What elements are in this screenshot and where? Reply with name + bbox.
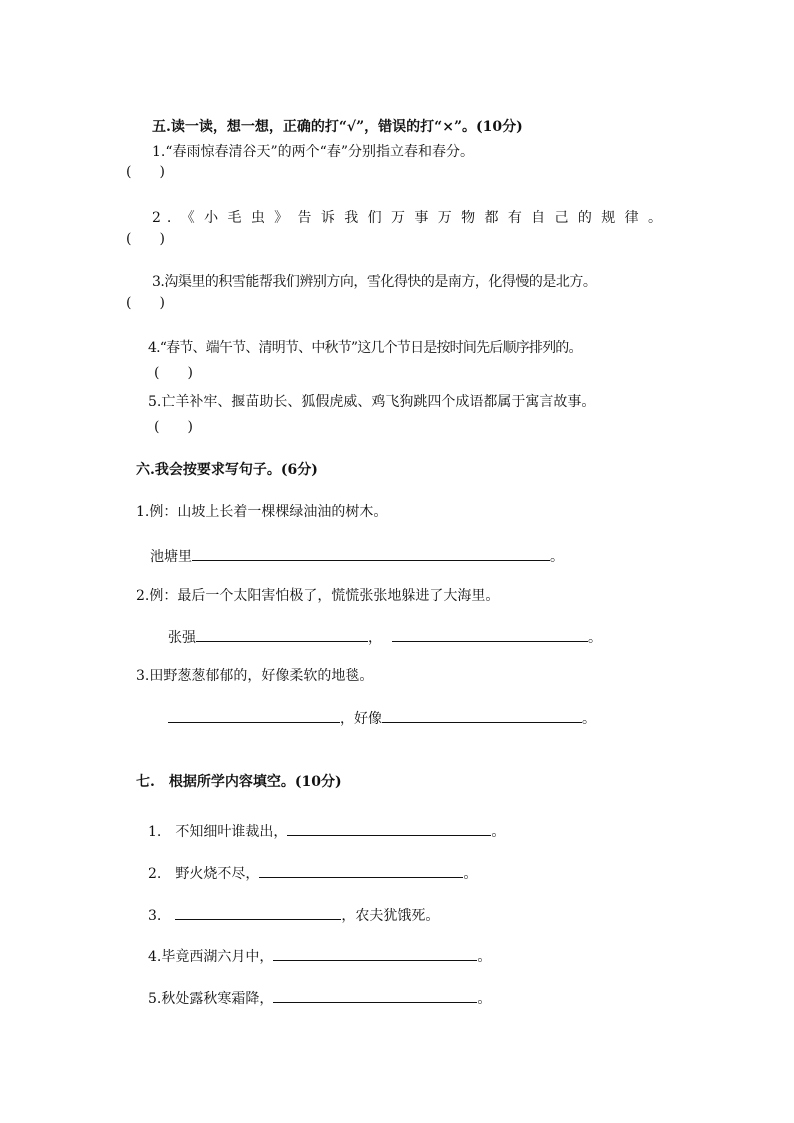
item-number: 5. — [148, 991, 162, 1007]
section7-item-3 — [148, 905, 439, 925]
section7-item-1 — [148, 821, 505, 841]
section7-item-5 — [148, 988, 491, 1008]
item-before: 野火烧不尽， — [175, 866, 260, 882]
section6-prompt-2: 2.例：最后一个太阳害怕极了，慌慌张张地躲进了大海里。 — [136, 588, 500, 604]
answer-end: 。 — [550, 549, 564, 565]
answer-mid: ，好像 — [340, 711, 382, 727]
item-before: 不知细叶谁裁出， — [175, 824, 288, 840]
answer-mid: ， — [368, 630, 382, 646]
section7-title: 七. 根据所学内容填空。(10分) — [136, 774, 342, 790]
section6-prompt-3: 3.田野葱葱郁郁的，好像柔软的地毯。 — [136, 668, 374, 684]
section5-item-5: 5.亡羊补牢、揠苗助长、狐假虎威、鸡飞狗跳四个成语都属于寓言故事。 — [148, 394, 596, 410]
answer-blank[interactable] — [192, 546, 550, 561]
section5-item-1: 1.“春雨惊春清谷天”的两个“春”分别指立春和春分。 — [152, 144, 474, 160]
section6-answer-3 — [168, 708, 596, 728]
item-end: 。 — [491, 824, 506, 840]
item-number: 2. — [148, 866, 162, 882]
item-after: ，农夫犹饿死。 — [341, 908, 440, 924]
section5-item-2: 2.《小毛虫》告诉我们万事万物都有自己的规律。 — [152, 210, 668, 226]
answer-blank[interactable] — [273, 946, 477, 961]
item-number: 1. — [148, 824, 162, 840]
answer-blank[interactable] — [168, 708, 340, 723]
answer-blank[interactable] — [382, 708, 582, 723]
section5-item-3: 3.沟渠里的积雪能帮我们辨别方向，雪化得快的是南方，化得慢的是北方。 — [152, 274, 597, 290]
answer-blank[interactable] — [287, 821, 491, 836]
item-end: 。 — [477, 949, 492, 965]
item-number: 4. — [148, 949, 162, 965]
item-end: 。 — [477, 991, 492, 1007]
item-before: 秋处露秋寒霜降， — [161, 991, 274, 1007]
item-before: 毕竟西湖六月中， — [161, 949, 274, 965]
answer-blank[interactable] — [196, 627, 368, 642]
section5-title: 五.读一读，想一想，正确的打“√”，错误的打“×”。(10分) — [152, 119, 523, 135]
item-end: 。 — [463, 866, 478, 882]
answer-blank[interactable] — [259, 863, 463, 878]
section5-item-1-paren[interactable]: ( ) — [126, 164, 165, 180]
section5-item-3-paren[interactable]: ( ) — [126, 295, 165, 311]
section6-prompt-1: 1.例：山坡上长着一棵棵绿油油的树木。 — [136, 504, 388, 520]
section5-item-4: 4.“春节、端午节、清明节、中秋节”这几个节日是按时间先后顺序排列的。 — [148, 340, 582, 356]
section6-answer-1 — [150, 546, 564, 566]
answer-blank[interactable] — [392, 627, 588, 642]
answer-blank[interactable] — [273, 988, 477, 1003]
section5-item-2-paren[interactable]: ( ) — [126, 231, 165, 247]
section6-answer-2 — [168, 627, 602, 647]
section5-item-5-paren[interactable]: ( ) — [154, 419, 193, 435]
answer-end: 。 — [582, 711, 596, 727]
section7-item-4 — [148, 946, 491, 966]
answer-blank[interactable] — [175, 905, 341, 920]
section7-item-2 — [148, 863, 477, 883]
answer-prefix: 张强 — [168, 630, 196, 646]
answer-end: 。 — [588, 630, 602, 646]
section5-item-4-paren[interactable]: ( ) — [154, 365, 193, 381]
section6-title: 六.我会按要求写句子。(6分) — [136, 462, 318, 478]
answer-prefix: 池塘里 — [150, 549, 192, 565]
item-number: 3. — [148, 908, 162, 924]
